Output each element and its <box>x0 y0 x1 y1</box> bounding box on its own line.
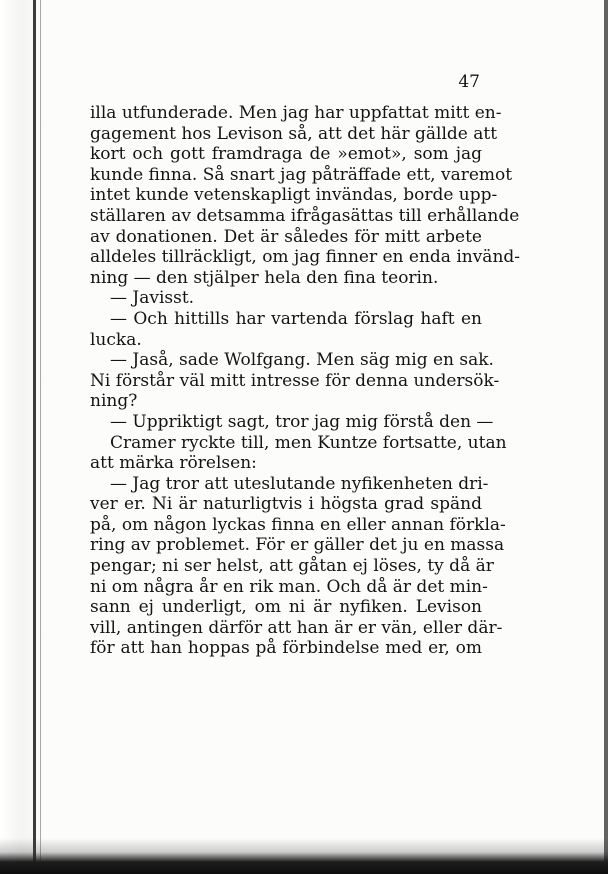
body-text <box>90 103 521 659</box>
text-line: kort och gott framdraga de »emot», som jag <box>90 144 482 165</box>
text-line: ring av problemet. För er gäller det ju en massa <box>90 535 505 556</box>
text-line: illa utfunderade. Men jag har uppfattat mitt en- <box>90 103 502 123</box>
text-line: — Jag tror att uteslutande nyfikenheten dri- <box>110 473 489 494</box>
binding-shadow <box>0 0 44 874</box>
text-line: lucka. <box>90 329 142 350</box>
right-page-edge <box>604 0 608 874</box>
text-line: att märka rörelsen: <box>90 453 257 474</box>
text-line: på, om någon lyckas finna en eller annan förkla- <box>90 514 506 535</box>
text-line: av donationen. Det är således för mitt arbete <box>90 226 482 247</box>
text-line: vill, antingen därför att han är er vän, eller där- <box>90 617 503 638</box>
text-line: — Javisst. <box>110 288 195 309</box>
text-line: gagement hos Levison så, att det här gällde att <box>90 123 498 144</box>
text-line: Cramer ryckte till, men Kuntze fortsatte, utan <box>110 432 507 453</box>
text-line: ning — den stjälper hela den fina teorin. <box>90 267 439 288</box>
text-line: pengar; ni ser helst, att gåtan ej löses, ty då är <box>90 556 494 577</box>
text-line: alldeles tillräckligt, om jag finner en enda invänd- <box>90 247 521 268</box>
spine-edge <box>33 0 36 874</box>
text-line: ni om några år en rik man. Och då är det min- <box>90 576 488 597</box>
text-line: intet kunde vetenskapligt invändas, borde upp- <box>90 185 498 206</box>
spine-edge-inner <box>40 0 41 874</box>
bottom-scan-edge <box>0 838 608 874</box>
text-line: — Jaså, sade Wolfgang. Men säg mig en sak. <box>110 350 494 371</box>
text-line: för att han hoppas på förbindelse med er, om <box>90 638 482 659</box>
page-number: 47 <box>458 72 480 92</box>
text-line: kunde finna. Så snart jag påträffade ett, varemot <box>90 164 513 185</box>
text-line: — Uppriktigt sagt, tror jag mig förstå den — <box>110 411 494 432</box>
text-line: ver er. Ni är naturligtvis i högsta grad spänd <box>90 494 482 515</box>
text-line: ställaren av detsamma ifrågasättas till erhållande <box>90 205 520 226</box>
text-line: — Och hittills har vartenda förslag haft en <box>110 308 482 329</box>
text-line: ning? <box>90 391 138 412</box>
text-line: Ni förstår väl mitt intresse för denna undersök- <box>90 370 500 391</box>
text-line: sann ej underligt, om ni är nyfiken. Levison <box>90 597 482 618</box>
